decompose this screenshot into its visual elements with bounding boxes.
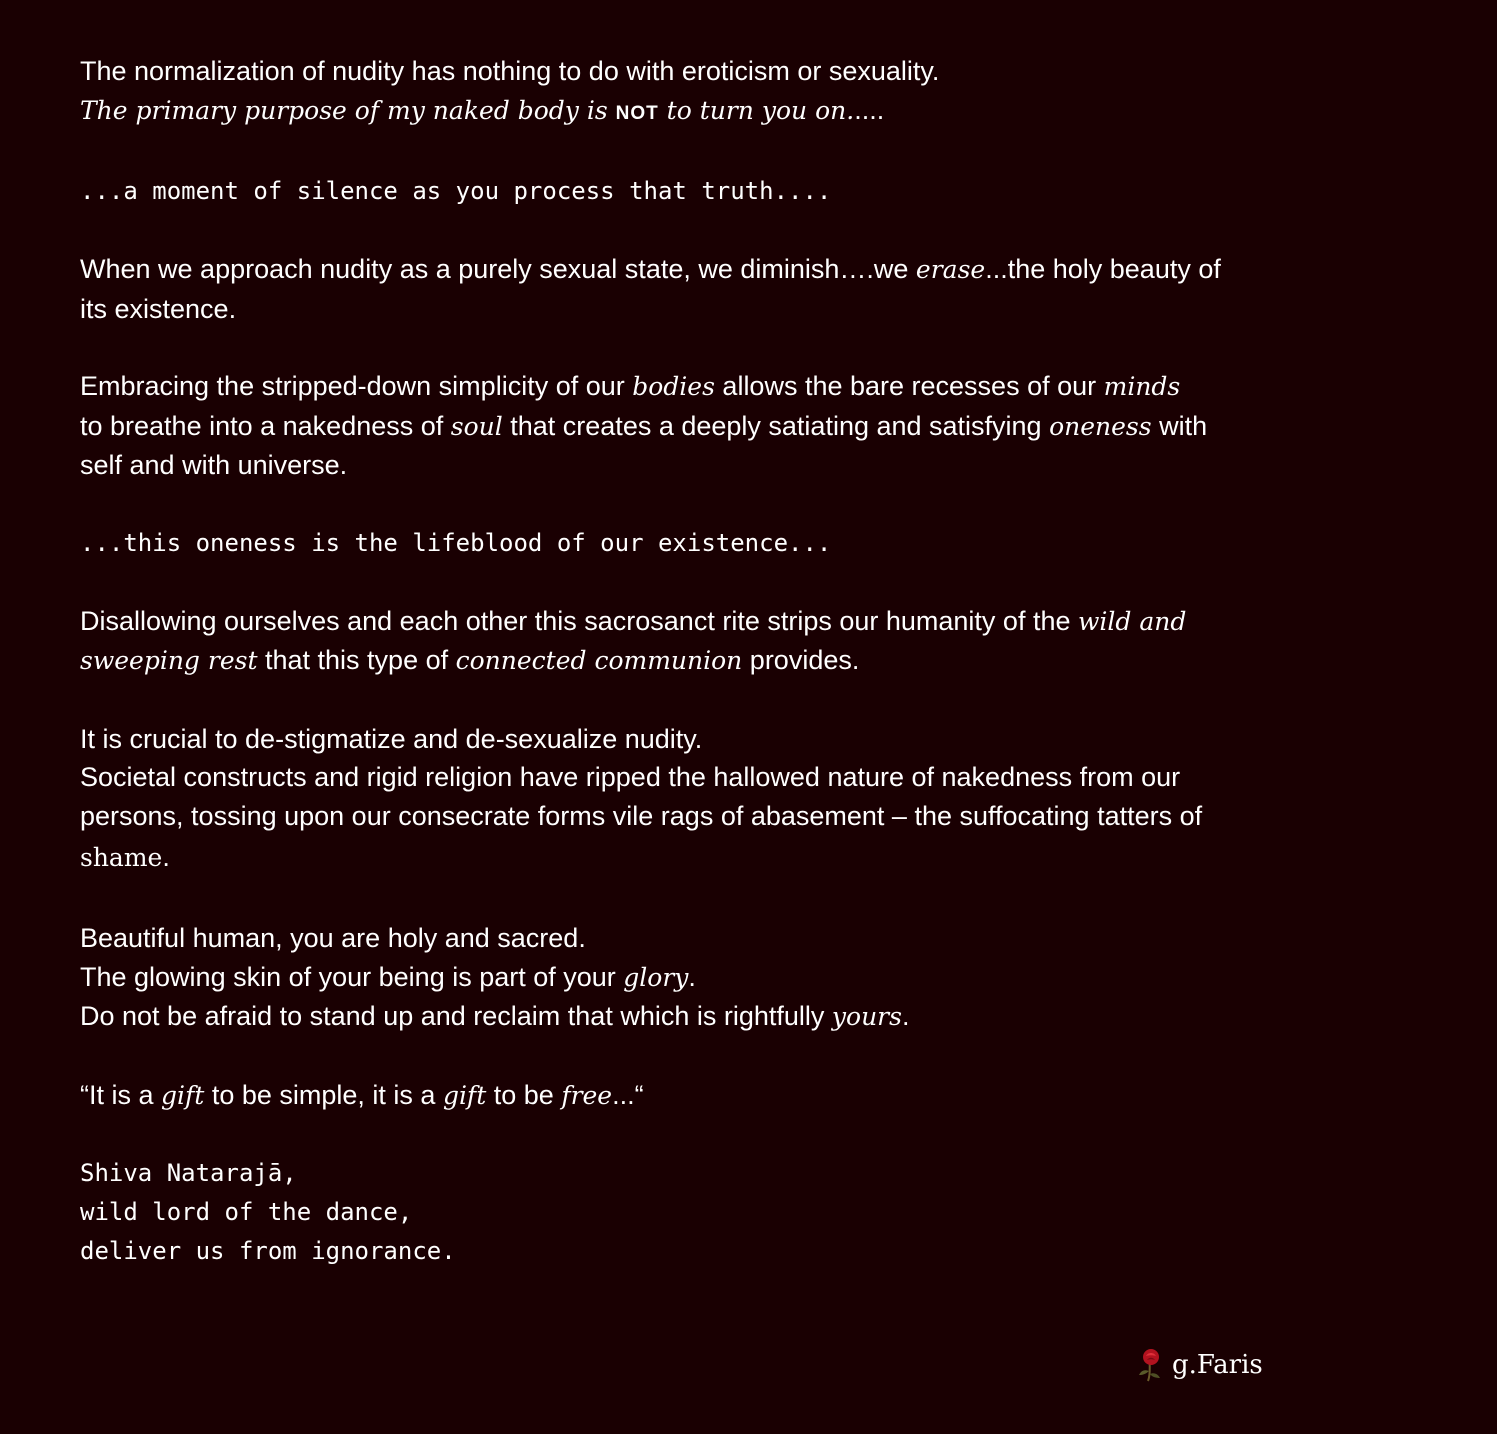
poem-invocation-line: wild lord of the dance, — [80, 1198, 413, 1226]
poem-emphasis: bodies — [632, 372, 715, 401]
poem-line — [80, 797, 1330, 836]
poem-text: “It is a — [80, 1079, 162, 1110]
poem-emphasis: glory — [623, 962, 689, 992]
poem-text: . — [901, 1001, 910, 1031]
poem-line — [80, 997, 1330, 1037]
poem-text: Do not be afraid to stand up and reclaim that which is rightfully — [80, 1001, 832, 1031]
poem-text: to breathe into a nakedness of — [80, 410, 451, 441]
poem-line — [80, 958, 1330, 998]
poem-interlude: ...a moment of silence as you process that truth.... — [80, 177, 832, 205]
poem-text: . — [162, 842, 170, 872]
poem-text: Embracing the stripped-down simplicity of our — [80, 371, 633, 401]
poem-line — [80, 250, 1330, 290]
poem-emphasis: to turn you on. — [658, 95, 855, 125]
poem-invocation-line: deliver us from ignorance. — [80, 1237, 456, 1265]
poem-text: ...“ — [612, 1079, 644, 1110]
poem-small-caps: NOT — [615, 102, 659, 124]
poem-quote — [80, 1076, 1330, 1116]
poem-emphasis: minds — [1103, 372, 1181, 401]
poem-line — [80, 919, 1330, 958]
poem-text: It is crucial to de-stigmatize and de-sexualize nudity. — [80, 723, 703, 754]
poem-text: to be simple, it is a — [204, 1079, 443, 1110]
poem-emphasis: wild and — [1078, 606, 1187, 636]
poem-line — [80, 720, 1330, 759]
poem-emphasis: The primary purpose of my naked body is — [80, 95, 616, 125]
poem-line — [80, 91, 1330, 134]
poem-text: that creates a deeply satiating and satisfying — [502, 410, 1050, 441]
author-name: g.Faris — [1172, 1350, 1263, 1380]
poem-emphasis: soul — [450, 411, 503, 441]
poem-text: provides. — [742, 645, 860, 675]
poem-text: persons, tossing upon our consecrate forms vile rags of abasement – the suffocating tatters of — [80, 800, 1203, 831]
poem-line — [80, 641, 1330, 681]
poem-text: . — [688, 961, 696, 992]
poem-line — [80, 758, 1330, 797]
signature — [1136, 1347, 1263, 1383]
poem-line — [80, 367, 1330, 407]
poem-emphasis: erase — [915, 255, 986, 284]
poem-line — [80, 407, 1330, 447]
poem-text: .... — [854, 94, 885, 125]
poem-text: to be — [486, 1079, 562, 1110]
poem-emphasis: sweeping rest — [80, 646, 258, 675]
poem-text: self and with universe. — [80, 450, 348, 480]
poem-emphasis: gift — [161, 1080, 205, 1110]
poem-serif-word: shame — [80, 843, 163, 872]
poem-emphasis: oneness — [1049, 411, 1152, 441]
poem-emphasis: yours — [831, 1002, 902, 1031]
poem-text: Disallowing ourselves and each other this sacrosanct rite strips our humanity of the — [80, 605, 1078, 636]
poem-text: allows the bare recesses of our — [714, 371, 1104, 401]
poem-text: its existence. — [80, 293, 237, 324]
poem-text: ...the holy beauty of — [985, 254, 1221, 284]
poem-text: with — [1151, 410, 1208, 441]
poem-emphasis: free — [561, 1080, 613, 1110]
rose-icon — [1136, 1347, 1164, 1383]
poem-invocation-line: Shiva Natarajā, — [80, 1159, 297, 1187]
poem-text: Societal constructs and rigid religion have ripped the hallowed nature of nakedness from our — [80, 762, 1181, 792]
poem-line — [80, 290, 1330, 329]
poem-text: The glowing skin of your being is part of your — [80, 961, 624, 992]
poem-line — [80, 602, 1330, 642]
poem-line — [80, 52, 1330, 91]
poem-emphasis: gift — [442, 1080, 487, 1110]
poem-line — [80, 446, 1330, 485]
poem-text: When we approach nudity as a purely sexual state, we diminish….we — [80, 254, 916, 284]
poem-body — [80, 52, 1330, 1271]
poem-text: The normalization of nudity has nothing to do with eroticism or sexuality. — [80, 56, 940, 86]
poem-text: that this type of — [257, 645, 456, 675]
poem-interlude: ...this oneness is the lifeblood of our existence... — [80, 528, 832, 557]
poem-text: Beautiful human, you are holy and sacred. — [80, 923, 586, 953]
poem-emphasis: connected communion — [455, 646, 743, 675]
poem-line — [80, 835, 1330, 880]
